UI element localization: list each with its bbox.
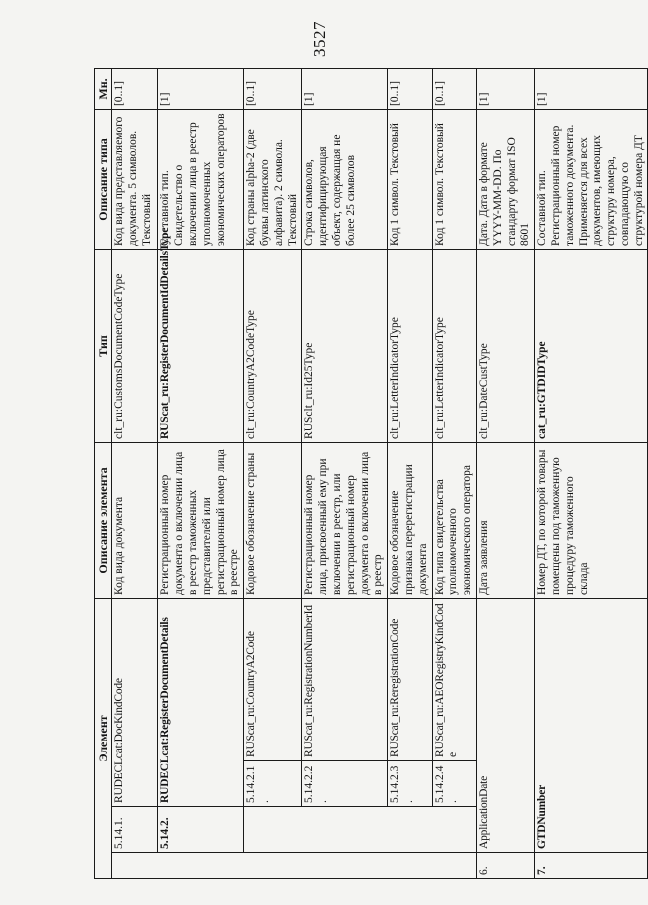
subgroup-indent-cell [244,807,477,853]
multiplicity: [0..1] [112,68,158,109]
header-type-description: Описание типа [95,109,112,249]
type-description: Код 1 символ. Текстовый [388,109,432,249]
row-number: 7. [535,853,648,879]
type-name: clt_ru:CountryA2CodeType [244,249,302,442]
multiplicity: [1] [158,68,244,109]
page-number: 3527 [310,21,329,57]
row-number: 5.14.2. [158,807,244,853]
element-name: RUScat_ru:AEORegistryKindCode [432,598,476,760]
element-name: RUScat_ru:CountryA2Code [244,598,302,760]
row-number: 5.14.2.4. [432,761,476,807]
type-name: clt_ru:DateCustType [476,249,534,442]
element-description: Код вида документа [112,442,158,598]
element-description: Кодовое обозначение страны [244,442,302,598]
element-name: GTDNumber [535,598,648,852]
multiplicity: [0..1] [432,68,476,109]
table-row [432,68,476,878]
row-number: 5.14.1. [112,807,158,853]
header-element: Элемент [95,598,112,878]
type-description: Код страны alpha-2 (две буквы латинского алфавита). 2 символа. Текстовый [244,109,302,249]
multiplicity: [0..1] [388,68,432,109]
type-description: Код вида представляемого документа. 5 символов. Текстовый [112,109,158,249]
element-name: ApplicationDate [476,598,534,852]
table-row [158,68,244,878]
type-description: Код 1 символ. Текстовый [432,109,476,249]
type-name: clt_ru:LetterIndicatorType [432,249,476,442]
row-number: 6. [476,853,534,879]
rotated-table-container [94,69,645,879]
type-description: Дата. Дата в формате YYYY-MM-DD. По стандарту формат ISO 8601 [476,109,534,249]
type-name: RUSclt_ru:Id25Type [302,249,388,442]
element-name: RUScat_ru:RegistrationNumberId [302,598,388,760]
multiplicity: [1] [535,68,648,109]
type-name: clt_ru:LetterIndicatorType [388,249,432,442]
multiplicity: [1] [302,68,388,109]
type-name: clt_ru:CustomsDocumentCodeType [112,249,158,442]
element-description: Регистрационный номер документа о включении лица в реестр таможенных представителей или регистрационный номер лица в реестре [158,442,244,598]
header-type: Тип [95,249,112,442]
type-description: Составной тип. Регистрационный номер таможенного документа. Применяется для всех документов, имеющих структуру номера, совпадающую со структурой номера ДТ [535,109,648,249]
element-name: RUDECLcat:DocKindCode [112,598,158,806]
table-row [244,68,302,878]
element-description: Номер ДТ, по которой товары помещены под таможенную процедуру таможенного склада [535,442,648,598]
table-row [302,68,388,878]
table-header-row [95,68,112,878]
element-description: Регистрационный номер лица, присвоенный ему при включении в реестр, или регистрационный номер документа о включении лица в реестр [302,442,388,598]
header-multiplicity: Мн. [95,68,112,109]
multiplicity: [0..1] [244,68,302,109]
row-number: 5.14.2.1. [244,761,302,807]
table-row [476,68,534,878]
table-row [388,68,432,878]
element-description: Дата заявления [476,442,534,598]
element-description-table [94,68,648,879]
parent-indent-cell [112,853,477,879]
element-name: RUScat_ru:ReregistrationCode [388,598,432,760]
type-description: Строка символов, идентифицирующая объект, содержащая не более 25 символов [302,109,388,249]
row-number: 5.14.2.3. [388,761,432,807]
multiplicity: [1] [476,68,534,109]
table-row [112,68,158,878]
element-name: RUDECLcat:RegisterDocumentDetails [158,598,244,806]
type-name: RUScat_ru:RegisterDocumentIdDetailsType [158,249,244,442]
element-description: Кодовое обозначение признака перерегистрации документа [388,442,432,598]
element-description: Код типа свидетельства уполномоченного экономического оператора [432,442,476,598]
type-name: cat_ru:GTDIDType [535,249,648,442]
header-element-description: Описание элемента [95,442,112,598]
row-number: 5.14.2.2. [302,761,388,807]
table-row [535,68,648,878]
type-description: Составной тип. Свидетельство о включении лица в реестр уполномоченных экономических операторов [158,109,244,249]
